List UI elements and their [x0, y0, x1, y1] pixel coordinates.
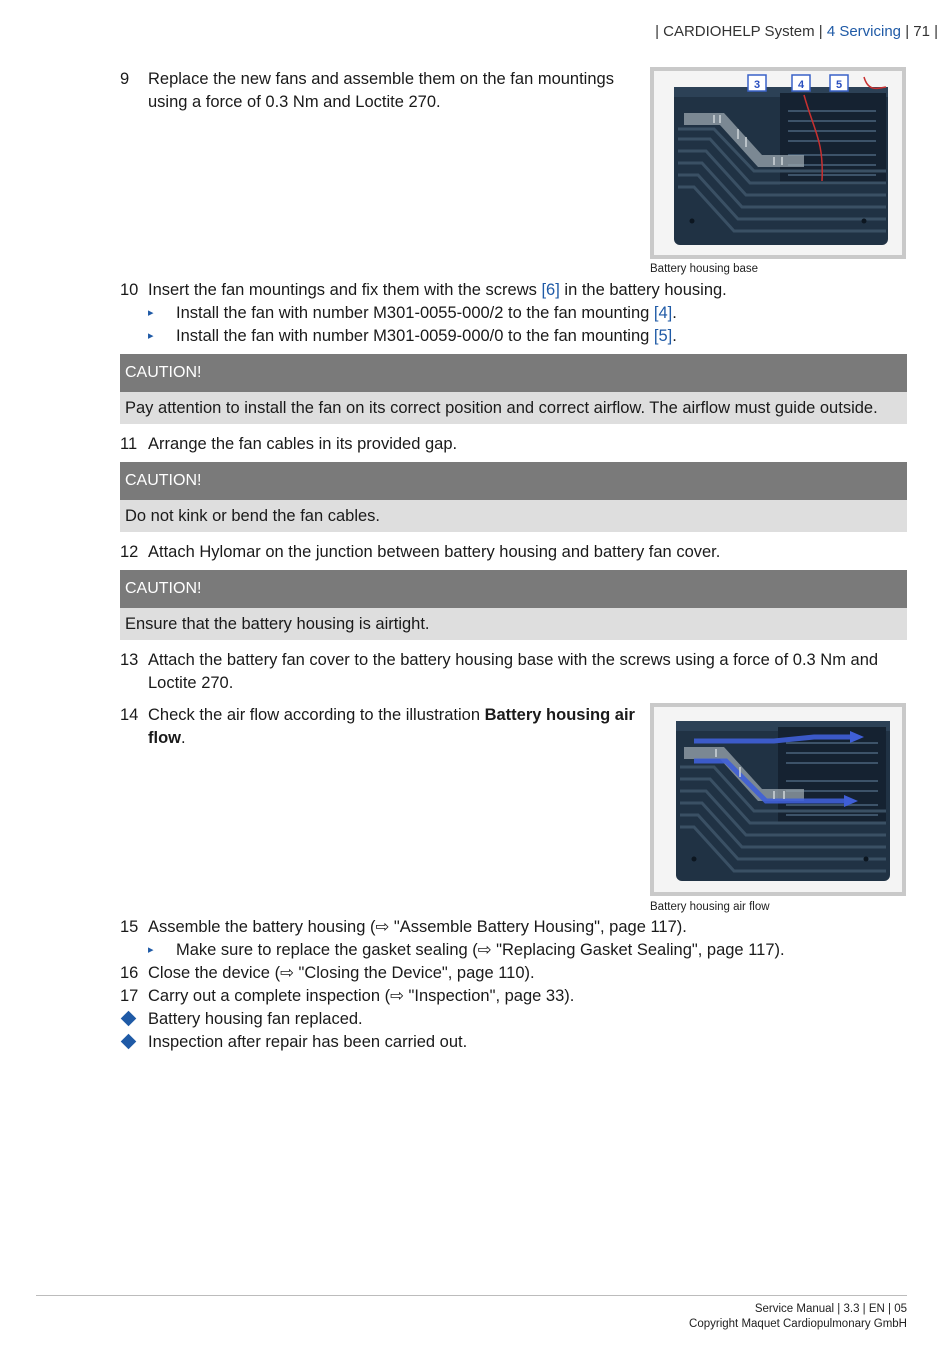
- battery-housing-base-image: [654, 71, 902, 255]
- step-10: [120, 279, 900, 302]
- step-text: [148, 649, 878, 695]
- step-text: [148, 704, 635, 750]
- result-text: Battery housing fan replaced.: [148, 1010, 363, 1028]
- caution-text: Ensure that the battery housing is airtight.: [120, 608, 907, 640]
- step-number: 11: [120, 435, 138, 453]
- header-section-link[interactable]: 4 Servicing: [826, 23, 902, 40]
- step-text: [148, 68, 614, 114]
- header-page-number: | 71 |: [905, 23, 938, 40]
- substep-text: .: [672, 304, 677, 322]
- step-text-part: .: [181, 729, 186, 747]
- caution-text: Pay attention to install the fan on its correct position and correct airflow. The airflow must guide outside.: [120, 392, 907, 424]
- step-number: 9: [120, 70, 130, 88]
- result-item: [120, 1008, 900, 1031]
- header-title: | CARDIOHELP System |: [655, 23, 823, 40]
- result-text: Inspection after repair has been carried out.: [148, 1033, 468, 1051]
- step-text-part: in the battery housing.: [559, 281, 727, 299]
- substep-text: Install the fan with number M301-0059-000/0 to the fan mounting: [176, 327, 654, 345]
- step-text-line: Attach the battery fan cover to the battery housing base with the screws using a force of 0.3 Nm and: [148, 651, 879, 669]
- page-header: [655, 23, 938, 40]
- step-17: [120, 985, 900, 1008]
- step-14: [120, 704, 635, 750]
- step-15: [120, 916, 900, 939]
- figure-label-4: 4: [797, 79, 805, 91]
- step-text-link[interactable]: Carry out a complete inspection (⇨ "Inspection", page 33).: [148, 987, 575, 1005]
- figure-battery-housing-air-flow: [650, 703, 906, 896]
- step-number: 15: [120, 918, 139, 936]
- caution-text: Do not kink or bend the fan cables.: [120, 500, 907, 532]
- step-9: [120, 68, 620, 114]
- substep-text: .: [672, 327, 677, 345]
- caution-title: CAUTION!: [120, 354, 907, 392]
- step-16: [120, 962, 900, 985]
- step-number: 10: [120, 281, 139, 299]
- figure-label-5: 5: [835, 79, 843, 91]
- ref-link-6[interactable]: [6]: [541, 281, 560, 299]
- step-number: 13: [120, 651, 139, 669]
- ref-link-4[interactable]: [4]: [653, 304, 673, 322]
- battery-housing-air-flow-image: [654, 707, 902, 892]
- step-number: 17: [120, 987, 139, 1005]
- caution-title: CAUTION!: [120, 462, 907, 500]
- step-text-line: using a force of 0.3 Nm and Loctite 270.: [148, 93, 441, 111]
- figure-reference: Battery housing air: [484, 706, 635, 724]
- step-text: Attach Hylomar on the junction between battery housing and battery fan cover.: [148, 543, 721, 561]
- result-item: [120, 1031, 900, 1054]
- ref-link-5[interactable]: [5]: [653, 327, 673, 345]
- figure-label-3: 3: [753, 79, 761, 91]
- step-text-part: Check the air flow according to the illustration: [148, 706, 485, 724]
- figure-caption-air-flow: Battery housing air flow: [650, 901, 770, 913]
- step-12: [120, 541, 900, 564]
- substep-text-link[interactable]: Make sure to replace the gasket sealing (⇨ "Replacing Gasket Sealing", page 117).: [176, 941, 785, 959]
- step-text-link[interactable]: Close the device (⇨ "Closing the Device", page 110).: [148, 964, 535, 982]
- step-number: 12: [120, 543, 139, 561]
- caution-box: [120, 354, 907, 424]
- step-text-line: Loctite 270.: [148, 674, 234, 692]
- caution-box: [120, 570, 907, 640]
- step-text-line: Replace the new fans and assemble them on the fan mountings: [148, 70, 614, 88]
- figure-reference: flow: [148, 729, 181, 747]
- step-number: 14: [120, 706, 139, 724]
- bullet-arrow-icon: ▸: [148, 330, 154, 342]
- caution-title: CAUTION!: [120, 570, 907, 608]
- figure-caption-base: Battery housing base: [650, 263, 759, 275]
- footer-divider: [36, 1295, 907, 1296]
- bullet-arrow-icon: ▸: [148, 307, 154, 319]
- step-11: [120, 433, 900, 456]
- figure-battery-housing-base: [650, 67, 906, 259]
- caution-box: [120, 462, 907, 532]
- step-text: [148, 279, 727, 302]
- step-text: Arrange the fan cables in its provided gap.: [148, 435, 458, 453]
- footer-copyright: Copyright Maquet Cardiopulmonary GmbH: [689, 1318, 907, 1330]
- step-text-part: Insert the fan mountings and fix them with the screws: [148, 281, 542, 299]
- step-13: [120, 649, 907, 695]
- footer-manual-info: Service Manual | 3.3 | EN | 05: [754, 1303, 907, 1315]
- step-text-link[interactable]: Assemble the battery housing (⇨ "Assemble Battery Housing", page 117).: [148, 918, 687, 936]
- step-number: 16: [120, 964, 139, 982]
- bullet-arrow-icon: ▸: [148, 944, 154, 956]
- substep-text: Install the fan with number M301-0055-000/2 to the fan mounting: [176, 304, 654, 322]
